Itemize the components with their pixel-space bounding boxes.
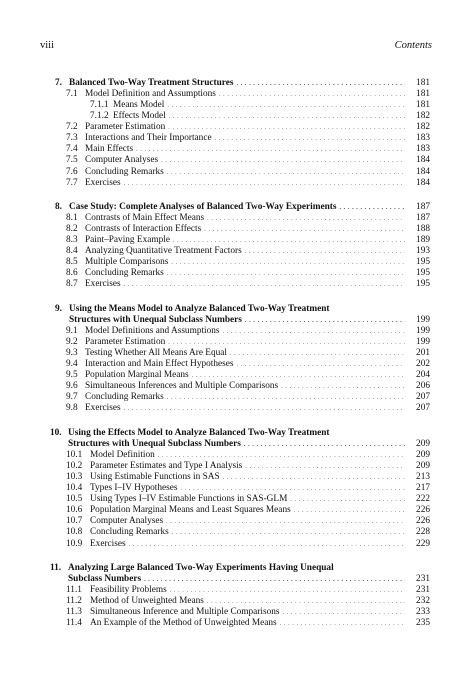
dot-leader — [219, 90, 405, 101]
page-ref: 187 — [416, 202, 430, 213]
toc-chapter — [0, 78, 474, 189]
toc-entry-section[interactable] — [0, 505, 474, 516]
chapter-title-line — [0, 304, 474, 315]
page-ref: 195 — [416, 268, 430, 279]
page-ref: 199 — [416, 314, 430, 325]
section-title: Concluding Remarks — [85, 166, 164, 177]
dot-leader — [144, 575, 405, 586]
page-ref: 209 — [416, 450, 430, 461]
page-ref: 222 — [416, 494, 430, 505]
section-title: Analyzing Quantitative Treatment Factors — [85, 246, 242, 257]
page-ref: 195 — [416, 279, 430, 290]
toc-entry-section[interactable] — [0, 167, 474, 178]
dot-leader — [244, 440, 405, 451]
page-ref: 226 — [416, 505, 430, 516]
toc-entry-section[interactable] — [0, 326, 474, 337]
page-ref: 207 — [416, 392, 430, 403]
section-number: 9.7 — [66, 392, 78, 403]
dot-leader — [166, 517, 405, 528]
running-head: Contents — [394, 40, 432, 51]
section-title: Paint–Paving Example — [85, 235, 170, 246]
section-title: Using Types I–IV Estimable Functions in SAS-GLM — [90, 494, 288, 505]
dot-leader — [129, 540, 405, 551]
page-ref: 184 — [416, 177, 430, 188]
section-number: 9.6 — [66, 381, 78, 392]
section-number: 11.1 — [66, 585, 82, 596]
chapter-title[interactable]: Analyzing Large Balanced Two-Way Experiments Having Unequal — [68, 563, 334, 573]
toc-entry-section[interactable] — [0, 337, 474, 348]
section-title: Simultaneous Inference and Multiple Comparisons — [90, 607, 280, 618]
dot-leader — [280, 619, 405, 630]
chapter-title: Balanced Two-Way Treatment Structures — [69, 78, 234, 88]
toc-chapter — [0, 202, 474, 291]
page-ref: 184 — [416, 155, 430, 166]
section-number: 11.2 — [66, 596, 82, 607]
page-ref: 229 — [416, 538, 430, 549]
toc-entry-section[interactable] — [0, 224, 474, 235]
page-header — [40, 40, 432, 52]
dot-leader — [230, 349, 405, 360]
section-title: Computer Analyses — [85, 155, 159, 166]
section-number: 10.1 — [66, 450, 83, 461]
toc-entry-section[interactable] — [0, 403, 474, 414]
page-ref: 228 — [416, 527, 430, 538]
section-title: Effects Model — [113, 111, 166, 122]
dot-leader — [237, 79, 406, 90]
section-title: Contrasts of Main Effect Means — [85, 213, 205, 224]
section-title: Exercises — [85, 403, 121, 414]
section-number: 7.5 — [66, 155, 78, 166]
section-number: 8.7 — [66, 279, 78, 290]
section-title: Exercises — [85, 279, 121, 290]
toc-entry-chapter[interactable] — [0, 78, 474, 89]
section-title: Parameter Estimation — [85, 337, 166, 348]
chapter-title: Case Study: Complete Analyses of Balanced Two-Way Experiments — [69, 202, 337, 213]
section-number: 7.1.1 — [90, 100, 109, 111]
section-number: 10.8 — [66, 527, 83, 538]
toc-chapter — [0, 428, 474, 550]
section-title: Testing Whether All Means Are Equal — [85, 348, 227, 359]
dot-leader — [245, 316, 405, 327]
page-ref: 182 — [416, 111, 430, 122]
section-number: 10.4 — [66, 483, 83, 494]
chapter-number: 10. — [50, 427, 62, 438]
section-number: 8.1 — [66, 213, 78, 224]
dot-leader — [170, 586, 405, 597]
page-ref: 181 — [416, 100, 430, 111]
toc-chapter — [0, 563, 474, 629]
section-title: Population Marginal Means and Least Squares Means — [90, 505, 291, 516]
section-number: 10.3 — [66, 472, 83, 483]
toc-chapter — [0, 304, 474, 415]
section-number: 9.1 — [66, 326, 78, 337]
page-ref: 209 — [416, 438, 430, 449]
section-title: Feasibility Problems — [90, 585, 167, 596]
section-number: 7.3 — [66, 133, 78, 144]
section-title: Simultaneous Inferences and Multiple Comparisons — [85, 381, 279, 392]
dot-leader — [207, 214, 405, 225]
page-ref: 231 — [416, 574, 430, 585]
chapter-number: 8. — [55, 202, 62, 213]
page-ref: 193 — [416, 246, 430, 257]
toc-entry-chapter[interactable] — [0, 202, 474, 213]
dot-leader — [167, 393, 405, 404]
section-number: 7.4 — [66, 144, 78, 155]
toc-entry-section[interactable] — [0, 370, 474, 381]
section-number: 8.6 — [66, 268, 78, 279]
toc-entry-section[interactable] — [0, 144, 474, 155]
dot-leader — [281, 382, 405, 393]
section-number: 10.5 — [66, 494, 83, 505]
toc-entry-section[interactable] — [0, 472, 474, 483]
section-title: Exercises — [90, 538, 126, 549]
toc-entry-section[interactable] — [0, 607, 474, 618]
page-ref: 199 — [416, 326, 430, 337]
page-ref: 232 — [416, 596, 430, 607]
dot-leader — [124, 404, 405, 415]
dot-leader — [124, 280, 405, 291]
dot-leader — [290, 495, 405, 506]
page-ref: 202 — [416, 359, 430, 370]
toc-entry-section[interactable] — [0, 392, 474, 403]
toc-entry-section[interactable] — [0, 235, 474, 246]
section-title: Computer Analyses — [90, 516, 164, 527]
dot-leader — [161, 156, 405, 167]
dot-leader — [124, 179, 405, 190]
section-title: Model Definition — [90, 450, 155, 461]
chapter-number: 9. — [55, 303, 62, 314]
section-number: 7.7 — [66, 177, 78, 188]
dot-leader — [339, 203, 405, 214]
section-number: 8.2 — [66, 224, 78, 235]
toc-entry-section[interactable] — [0, 122, 474, 133]
chapter-title-cont: Structures with Unequal Subclass Numbers — [68, 438, 241, 449]
section-title: Model Definition and Assumptions — [85, 89, 216, 100]
chapter-title[interactable]: Using the Effects Model to Analyze Balanced Two-Way Treatment — [68, 427, 330, 438]
section-title: Exercises — [85, 177, 121, 188]
toc-entry-chapter[interactable] — [0, 315, 474, 326]
section-title: Method of Unweighted Means — [90, 596, 204, 607]
section-number: 7.6 — [66, 166, 78, 177]
dot-leader — [223, 327, 405, 338]
page-ref: 209 — [416, 461, 430, 472]
dot-leader — [136, 145, 405, 156]
section-number: 10.7 — [66, 516, 83, 527]
page-ref: 233 — [416, 607, 430, 618]
toc-entry-section[interactable] — [0, 461, 474, 472]
dot-leader — [167, 101, 405, 112]
dot-leader — [169, 112, 405, 123]
section-number: 7.1.2 — [90, 111, 109, 122]
section-title: Interaction and Main Effect Hypotheses — [85, 359, 234, 370]
page-ref: 182 — [416, 122, 430, 133]
toc-entry-section[interactable] — [0, 516, 474, 527]
chapter-number: 7. — [55, 78, 62, 88]
page-ref: 184 — [416, 166, 430, 177]
section-number: 10.9 — [66, 538, 83, 549]
table-of-contents — [0, 78, 474, 643]
toc-entry-section[interactable] — [0, 527, 474, 538]
toc-entry-section[interactable] — [0, 618, 474, 629]
page-ref: 213 — [416, 472, 430, 483]
section-number: 8.3 — [66, 235, 78, 246]
section-title: Parameter Estimates and Type I Analysis — [90, 461, 243, 472]
toc-entry-chapter[interactable] — [0, 439, 474, 450]
dot-leader — [167, 168, 405, 179]
section-title: Types I–IV Hypotheses — [90, 483, 178, 494]
section-title: Using Estimable Functions in SAS — [90, 472, 220, 483]
page-ref: 183 — [416, 133, 430, 144]
section-number: 8.4 — [66, 246, 78, 257]
section-number: 9.4 — [66, 359, 78, 370]
chapter-title-line — [0, 563, 474, 574]
toc-entry-chapter[interactable] — [0, 574, 474, 585]
page-ref: 206 — [416, 381, 430, 392]
section-number: 7.2 — [66, 122, 78, 133]
page-ref: 201 — [416, 348, 430, 359]
toc-entry-section[interactable] — [0, 359, 474, 370]
section-number: 10.2 — [66, 461, 83, 472]
toc-entry-section[interactable] — [0, 585, 474, 596]
page-ref: 188 — [416, 224, 430, 235]
toc-entry-section[interactable] — [0, 348, 474, 359]
toc-entry-section[interactable] — [0, 100, 474, 111]
section-title: Main Effects — [85, 144, 134, 155]
dot-leader — [245, 462, 405, 473]
dot-leader — [171, 258, 405, 269]
dot-leader — [167, 269, 405, 280]
toc-entry-section[interactable] — [0, 450, 474, 461]
section-title: An Example of the Method of Unweighted Means — [90, 618, 277, 629]
section-title: Contrasts of Interaction Effects — [85, 224, 202, 235]
section-title: Concluding Remarks — [85, 392, 164, 403]
dot-leader — [215, 134, 405, 145]
dot-leader — [294, 506, 405, 517]
toc-entry-section[interactable] — [0, 596, 474, 607]
chapter-number: 11. — [50, 563, 62, 573]
chapter-title-cont: Subclass Numbers — [68, 574, 142, 585]
dot-leader — [283, 608, 405, 619]
toc-entry-section[interactable] — [0, 111, 474, 122]
page-ref: 183 — [416, 144, 430, 155]
section-title: Means Model — [113, 100, 165, 111]
toc-entry-section[interactable] — [0, 483, 474, 494]
page-ref: 235 — [416, 618, 430, 629]
page-ref: 199 — [416, 337, 430, 348]
section-number: 9.2 — [66, 337, 78, 348]
toc-entry-section[interactable] — [0, 89, 474, 100]
page-ref: 231 — [416, 585, 430, 596]
dot-leader — [237, 360, 405, 371]
page-ref: 207 — [416, 403, 430, 414]
toc-entry-section[interactable] — [0, 213, 474, 224]
section-title: Model Definitions and Assumptions — [85, 326, 220, 337]
section-title: Parameter Estimation — [85, 122, 166, 133]
section-number: 10.6 — [66, 505, 83, 516]
section-number: 9.3 — [66, 348, 78, 359]
page-ref: 189 — [416, 235, 430, 246]
page-ref: 204 — [416, 370, 430, 381]
section-number: 11.3 — [66, 607, 82, 618]
page-ref: 195 — [416, 257, 430, 268]
toc-entry-section[interactable] — [0, 133, 474, 144]
toc-entry-section[interactable] — [0, 539, 474, 550]
section-number: 9.8 — [66, 403, 78, 414]
section-number: 11.4 — [66, 618, 82, 629]
section-title: Concluding Remarks — [90, 527, 169, 538]
page-ref: 226 — [416, 516, 430, 527]
toc-entry-section[interactable] — [0, 155, 474, 166]
page-ref: 187 — [416, 213, 430, 224]
chapter-title[interactable]: Using the Means Model to Analyze Balanced Two-Way Treatment — [69, 303, 330, 314]
dot-leader — [204, 225, 405, 236]
page-number: viii — [40, 40, 55, 51]
page-ref: 181 — [416, 89, 430, 100]
chapter-title-cont: Structures with Unequal Subclass Numbers — [69, 314, 242, 325]
toc-entry-section[interactable] — [0, 494, 474, 505]
section-title: Interactions and Their Importance — [85, 133, 212, 144]
section-title: Population Marginal Means — [85, 370, 189, 381]
toc-entry-section[interactable] — [0, 279, 474, 290]
section-title: Concluding Remarks — [85, 268, 164, 279]
toc-entry-section[interactable] — [0, 257, 474, 268]
section-number: 8.5 — [66, 257, 78, 268]
toc-entry-section[interactable] — [0, 178, 474, 189]
dot-leader — [245, 247, 405, 258]
dot-leader — [223, 473, 405, 484]
section-title: Multiple Comparisons — [85, 257, 169, 268]
chapter-title-line — [0, 428, 474, 439]
dot-leader — [172, 528, 405, 539]
section-number: 9.5 — [66, 370, 78, 381]
toc-entry-section[interactable] — [0, 381, 474, 392]
toc-entry-section[interactable] — [0, 268, 474, 279]
page-ref: 181 — [416, 78, 430, 88]
toc-entry-section[interactable] — [0, 246, 474, 257]
page-ref: 217 — [416, 483, 430, 494]
section-number: 7.1 — [66, 89, 78, 100]
